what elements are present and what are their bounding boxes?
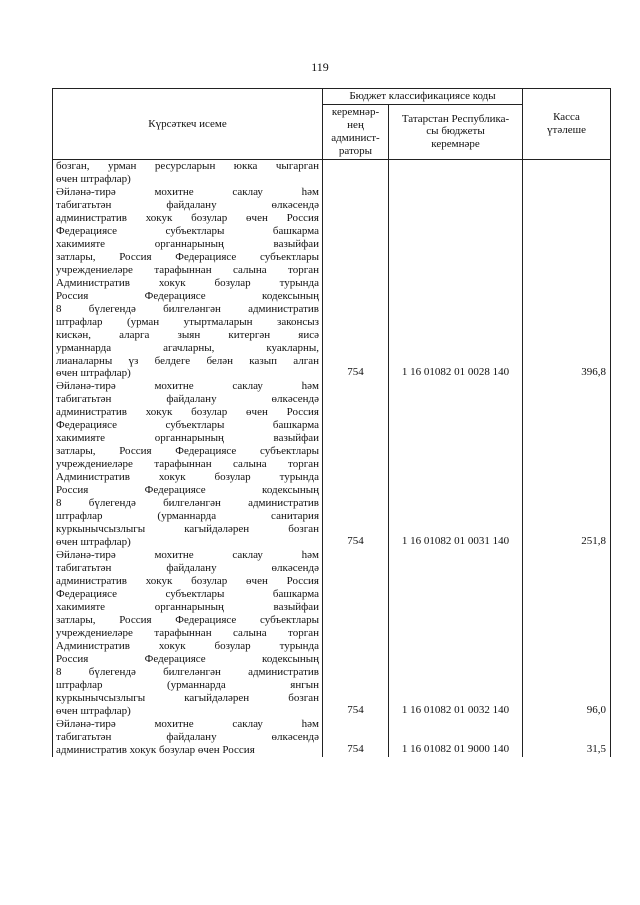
row-name-line: Әйләнә-тирә мохитне саклау һәм — [56, 549, 319, 562]
row-name-line: өчен штрафлар) — [56, 704, 131, 717]
row-budget-code: 1 16 01082 01 0032 140 — [389, 549, 523, 718]
row-indicator-name — [53, 718, 323, 757]
row-name-line: Административ хокук бозулар турында — [56, 276, 319, 289]
row-name-line: лианаларны үз белдеге белән казып алган — [56, 354, 319, 367]
header-code-line: сы бюджеты — [426, 125, 485, 138]
table-row — [53, 718, 611, 757]
row-name-line: табигатьтән файдалану өлкәсендә — [56, 198, 319, 211]
row-name-line: өчен штрафлар) — [56, 367, 131, 380]
row-admin-code: 754 — [323, 718, 389, 757]
row-name-line: Әйләнә-тирә мохитне саклау һәм — [56, 185, 319, 198]
row-indicator-name — [53, 159, 323, 185]
row-name-line: 8 бүлегендә билгеләнгән административ — [56, 665, 319, 678]
table-row — [53, 549, 611, 718]
row-admin-code: 754 — [323, 186, 389, 381]
table-row — [53, 380, 611, 549]
row-name-line: административ хокук бозулар өчен Россия — [56, 211, 319, 224]
row-name-line: штрафлар (урман утыртмаларын законсыз — [56, 315, 319, 328]
row-name-line: кискән, аларга зыян китергән яисә — [56, 328, 319, 341]
row-admin-code: 754 — [323, 549, 389, 718]
row-name-line: куркынычсызлыгы кагыйдәләрен бозган — [56, 691, 319, 704]
row-name-line: затлары, Россия Федерациясе субъектлары — [56, 613, 319, 626]
header-admin-line: нең — [347, 119, 364, 131]
row-name-line: Әйләнә-тирә мохитне саклау һәм — [56, 717, 319, 730]
row-name-line: затлары, Россия Федерациясе субъектлары — [56, 445, 319, 458]
row-admin-code — [323, 159, 389, 185]
row-name-line: Федерациясе субъектлары башкарма — [56, 419, 319, 432]
row-name-line: Россия Федерациясе кодексының — [56, 652, 319, 665]
row-name-line: учреждениеләре тарафыннан салына торган — [56, 626, 319, 639]
table-row — [53, 186, 611, 381]
row-name-line: бозган, урман ресурсларын юкка чыгарган — [56, 159, 319, 172]
header-amount-line: үтәлеше — [547, 123, 586, 136]
header-code-line: керемнәре — [431, 138, 480, 151]
row-budget-code: 1 16 01082 01 9000 140 — [389, 718, 523, 757]
row-name-line: штрафлар (урманнарда янгын — [56, 678, 319, 691]
row-indicator-name — [53, 186, 323, 381]
row-name-line: административ хокук бозулар өчен Россия — [56, 743, 255, 756]
row-name-line: Административ хокук бозулар турында — [56, 639, 319, 652]
budget-table-container — [52, 88, 610, 757]
row-name-line: Россия Федерациясе кодексының — [56, 484, 319, 497]
row-name-line: административ хокук бозулар өчен Россия — [56, 574, 319, 587]
header-admin-line: админист- — [331, 131, 380, 144]
row-name-line: учреждениеләре тарафыннан салына торган — [56, 263, 319, 276]
row-indicator-name — [53, 549, 323, 718]
row-name-line: Административ хокук бозулар турында — [56, 471, 319, 484]
row-name-line: табигатьтән файдалану өлкәсендә — [56, 730, 319, 743]
header-code-line: Татарстан Республика- — [401, 112, 510, 125]
row-name-line: Россия Федерациясе кодексының — [56, 289, 319, 302]
header-row-1 — [53, 89, 611, 105]
row-name-line: Әйләнә-тирә мохитне саклау һәм — [56, 380, 319, 393]
row-admin-code: 754 — [323, 380, 389, 549]
header-amount — [523, 89, 611, 160]
row-name-line: өчен штрафлар) — [56, 172, 131, 185]
table-body — [53, 159, 611, 756]
header-code — [389, 104, 523, 159]
row-name-line: хакимияте органнарының вазыйфаи — [56, 600, 319, 613]
row-amount: 396,8 — [523, 186, 611, 381]
row-name-line: Федерациясе субъектлары башкарма — [56, 224, 319, 237]
header-admin — [323, 104, 389, 159]
header-name: Күрсәткеч исеме — [53, 89, 323, 160]
row-name-line: урманнарда агачларны, куакларны, — [56, 341, 319, 354]
row-name-line: өчен штрафлар) — [56, 536, 131, 549]
row-amount: 31,5 — [523, 718, 611, 757]
row-name-line: штрафлар (урманнарда санитария — [56, 510, 319, 523]
row-name-line: 8 бүлегендә билгеләнгән административ — [56, 302, 319, 315]
header-admin-line: раторы — [338, 144, 373, 157]
row-name-line: учреждениеләре тарафыннан салына торган — [56, 458, 319, 471]
row-name-line: табигатьтән файдалану өлкәсендә — [56, 393, 319, 406]
row-name-line: административ хокук бозулар өчен Россия — [56, 406, 319, 419]
row-budget-code: 1 16 01082 01 0028 140 — [389, 186, 523, 381]
table-row — [53, 159, 611, 185]
row-name-line: табигатьтән файдалану өлкәсендә — [56, 562, 319, 574]
row-amount: 96,0 — [523, 549, 611, 718]
budget-table — [52, 88, 611, 757]
row-name-line: куркынычсызлыгы кагыйдәләрен бозган — [56, 523, 319, 536]
header-group-classification: Бюджет классификациясе коды — [323, 89, 523, 105]
header-admin-line: керемнәр- — [331, 106, 380, 119]
row-budget-code — [389, 159, 523, 185]
table-header — [53, 89, 611, 160]
row-indicator-name — [53, 380, 323, 549]
row-name-line: затлары, Россия Федерациясе субъектлары — [56, 250, 319, 263]
row-name-line: хакимияте органнарының вазыйфаи — [56, 237, 319, 250]
row-amount — [523, 159, 611, 185]
header-amount-line: Касса — [553, 111, 580, 124]
row-name-line: хакимияте органнарының вазыйфаи — [56, 432, 319, 445]
row-name-line: 8 бүлегендә билгеләнгән административ — [56, 497, 319, 510]
row-amount: 251,8 — [523, 380, 611, 549]
row-name-line: Федерациясе субъектлары башкарма — [56, 587, 319, 600]
page-number: 119 — [311, 60, 329, 74]
row-budget-code: 1 16 01082 01 0031 140 — [389, 380, 523, 549]
